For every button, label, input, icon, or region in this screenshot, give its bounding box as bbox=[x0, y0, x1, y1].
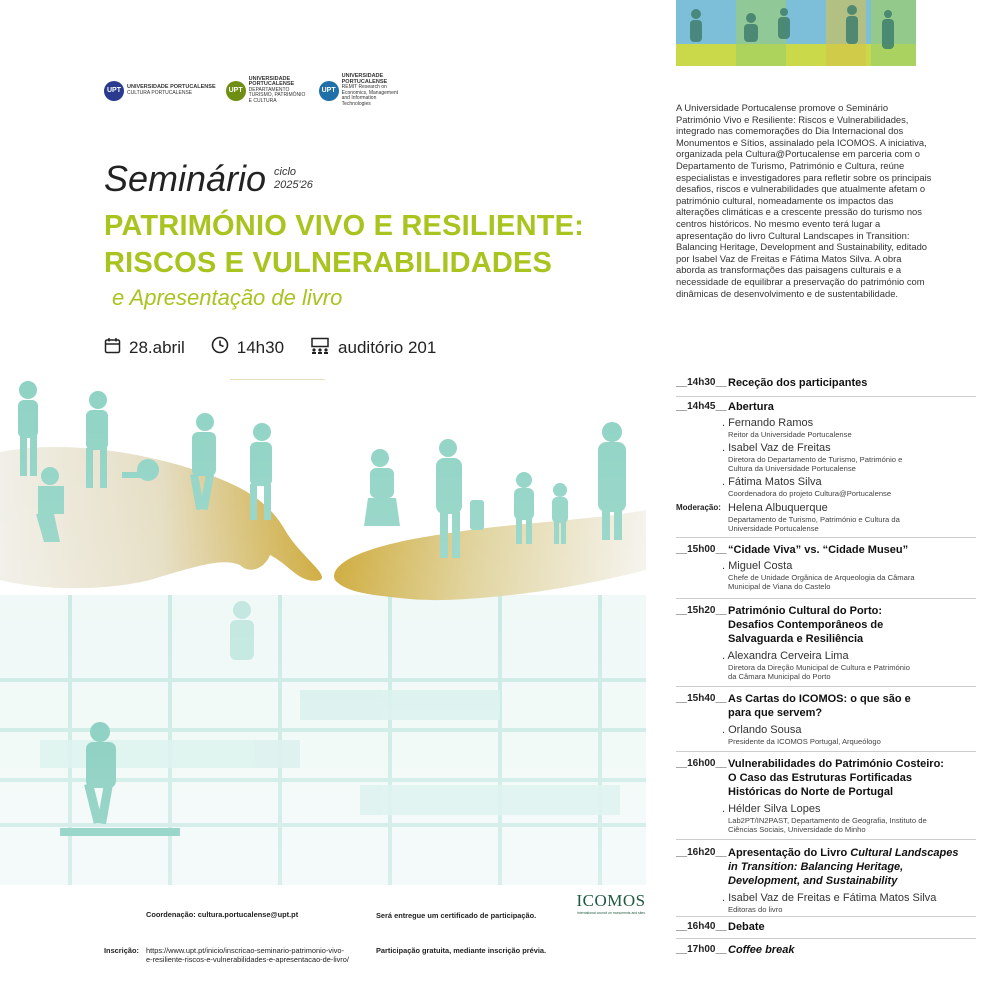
separator bbox=[676, 916, 976, 917]
speaker-role: Diretora do Departamento de Turismo, Património e bbox=[728, 455, 903, 464]
separator bbox=[676, 938, 976, 939]
hands-people-illustration bbox=[0, 380, 646, 885]
icomos-tagline: International council on monuments and sites bbox=[576, 911, 646, 915]
icomos-wordmark: ICOMOS bbox=[576, 891, 646, 910]
speaker-role: Lab2PT/IN2PAST, Departamento de Geografia, Instituto de bbox=[728, 816, 927, 825]
slot-title: “Cidade Viva” vs. “Cidade Museu” bbox=[728, 544, 909, 556]
slot-title bbox=[728, 757, 944, 799]
speaker-name: . Orlando Sousa bbox=[722, 724, 802, 736]
intro-paragraph: A Universidade Portucalense promove o Seminário Património Vivo e Resiliente: Riscos e Vulnerabilidades, integrado nas comemorações do Dia Internacional dos Monumentos e Sítios, assinalado pela ICOMOS. A iniciativa, organizada pela Cultura@Portucalense em parceria com o Departamento de Turismo, Património e Cultura, reúne especialistas e investigadores para refletir sobre os principais desafios, riscos e vulnerabilidades que atualmente afetam o património cultural, nomeadamente os impactos das alterações climáticas e a crescente pressão do turismo nos centros históricos. No mesmo evento terá lugar a apresentação do livro Cultural Landscapes in Transition: Balancing Heritage, Development and Sustainability, editado por Isabel Vaz de Freitas e Fátima Matos Silva. A obra aborda as transformações das paisagens culturais e a necessidade de equilibrar a preservação do património com dinâmicas de desenvolvimento e de sustentabilidade. bbox=[676, 102, 932, 299]
speaker-role: Diretora da Direção Municipal de Cultura e Património bbox=[728, 663, 910, 672]
partner-logos bbox=[104, 74, 406, 107]
logo-name: UNIVERSIDADE PORTUCALENSE bbox=[248, 75, 295, 88]
separator bbox=[676, 598, 976, 599]
logo-sub: REMIT Research on Economics, Management and Information Technologies bbox=[341, 84, 399, 107]
slot-time: __15h00__ bbox=[676, 544, 727, 555]
coordination-email: Coordenação: cultura.portucalense@upt.pt bbox=[146, 910, 299, 919]
speaker-role: Municipal de Viana do Castelo bbox=[728, 582, 831, 591]
event-date: 28.abril bbox=[129, 337, 185, 357]
speaker-role: Editoras do livro bbox=[728, 905, 783, 914]
moderation-label: Moderação: bbox=[676, 503, 721, 512]
slot-time: __14h45__ bbox=[676, 401, 727, 412]
slot-title-line: Vulnerabilidades do Património Costeiro: bbox=[728, 758, 944, 770]
clock-icon bbox=[211, 336, 229, 359]
slot-time: __17h00__ bbox=[676, 944, 727, 955]
slot-title: Coffee break bbox=[728, 944, 795, 956]
book-title: Cultural Landscapes bbox=[850, 847, 959, 859]
coordination-contact bbox=[146, 910, 298, 919]
free-participation-note bbox=[376, 946, 546, 955]
speaker-role: Presidente da ICOMOS Portugal, Arqueólogo bbox=[728, 737, 881, 746]
speaker-name: . Hélder Silva Lopes bbox=[722, 803, 821, 815]
auditorium-icon bbox=[310, 337, 330, 359]
title-line-1: PATRIMÓNIO VIVO E RESILIENTE: bbox=[104, 210, 585, 242]
slot-title-line: Desafios Contemporâneos de bbox=[728, 619, 884, 631]
separator bbox=[676, 839, 976, 840]
separator bbox=[676, 686, 976, 687]
slot-title: Abertura bbox=[728, 401, 774, 413]
logo-remit bbox=[319, 74, 406, 107]
speaker-role: Reitor da Universidade Portucalense bbox=[728, 430, 852, 439]
speaker-name: . Miguel Costa bbox=[722, 560, 793, 572]
certificate-text: Será entregue um certificado de participação. bbox=[376, 911, 537, 920]
logo-name: UNIVERSIDADE PORTUCALENSE bbox=[127, 84, 216, 90]
speaker-role: Cultura da Universidade Portucalense bbox=[728, 464, 856, 473]
registration-url-line[interactable]: https://www.upt.pt/inicio/inscricao-seminario-patrimonio-vivo- bbox=[146, 946, 344, 955]
logo-cultura-portucalense bbox=[104, 81, 216, 101]
book-title: Development, and Sustainability bbox=[728, 875, 898, 887]
registration-label-text: Inscrição: bbox=[104, 946, 139, 955]
moderator-role: Departamento de Turismo, Património e Cultura da bbox=[728, 515, 900, 524]
slot-title-line: Património Cultural do Porto: bbox=[728, 605, 882, 617]
slot-time: __14h30__ bbox=[676, 377, 727, 388]
slot-time: __16h00__ bbox=[676, 758, 727, 769]
slot-title bbox=[728, 604, 883, 646]
speaker-role: Ciências Sociais, Universidade do Minho bbox=[728, 825, 866, 834]
registration-url-line[interactable]: e-resiliente-riscos-e-vulnerabilidades-e-apresentacao-de-livro/ bbox=[146, 955, 349, 964]
upt-logo-badge: UPT bbox=[104, 81, 124, 101]
slot-time: __16h40__ bbox=[676, 921, 727, 932]
speaker-role: Chefe de Unidade Orgânica de Arqueologia da Câmara bbox=[728, 573, 915, 582]
ciclo-label bbox=[274, 166, 313, 192]
slot-time: __15h40__ bbox=[676, 693, 727, 704]
moderator-name: Helena Albuquerque bbox=[728, 502, 828, 514]
speaker-role: Coordenadora do projeto Cultura@Portucalense bbox=[728, 489, 892, 498]
slot-title-line: O Caso das Estruturas Fortificadas bbox=[728, 772, 912, 784]
title-line-2: RISCOS E VULNERABILIDADES bbox=[104, 247, 553, 279]
slot-title bbox=[728, 692, 911, 720]
slot-title bbox=[728, 846, 958, 888]
slot-time: __15h20__ bbox=[676, 605, 727, 616]
speaker-name: . Alexandra Cerveira Lima bbox=[722, 650, 849, 662]
subtitle: e Apresentação de livro bbox=[112, 285, 343, 310]
speaker-name: . Isabel Vaz de Freitas bbox=[722, 442, 831, 454]
moderator-role: Universidade Portucalense bbox=[728, 524, 819, 533]
separator bbox=[676, 751, 976, 752]
slot-time: __16h20__ bbox=[676, 847, 727, 858]
calendar-icon bbox=[104, 337, 121, 359]
logo-sub: CULTURA PORTUCALENSE bbox=[127, 89, 193, 96]
certificate-note bbox=[376, 911, 536, 920]
logo-departamento-turismo bbox=[226, 77, 309, 105]
free-participation-text: Participação gratuita, mediante inscrição prévia. bbox=[376, 946, 547, 955]
event-place: auditório 201 bbox=[338, 337, 437, 357]
slot-title: Debate bbox=[728, 921, 765, 933]
event-details bbox=[104, 336, 462, 359]
slot-title: Receção dos participantes bbox=[728, 377, 868, 389]
header-banner-image bbox=[676, 0, 916, 66]
separator bbox=[676, 396, 976, 397]
slot-title-line: As Cartas do ICOMOS: o que são e bbox=[728, 693, 911, 705]
logo-name: UNIVERSIDADE PORTUCALENSE bbox=[341, 73, 388, 85]
ciclo-year: 2025'26 bbox=[274, 179, 313, 191]
slot-title-line: Apresentação do Livro bbox=[728, 847, 851, 859]
seminario-heading: Seminário bbox=[104, 158, 267, 199]
book-title: in Transition: Balancing Heritage, bbox=[728, 861, 904, 873]
upt-logo-badge: UPT bbox=[226, 81, 246, 101]
slot-title-line: Salvaguarda e Resiliência bbox=[728, 633, 864, 645]
speaker-name: . Fátima Matos Silva bbox=[722, 476, 822, 488]
event-time: 14h30 bbox=[236, 337, 285, 357]
logo-sub: DEPARTAMENTO TURISMO, PATRIMÓNIO E CULTURA bbox=[248, 86, 306, 104]
separator bbox=[676, 537, 976, 538]
slot-title-line: Históricas do Norte de Portugal bbox=[728, 786, 894, 798]
upt-logo-badge: UPT bbox=[319, 81, 339, 101]
speaker-role: da Câmara Municipal do Porto bbox=[728, 672, 831, 681]
speaker-name: . Isabel Vaz de Freitas e Fátima Matos Silva bbox=[722, 892, 937, 904]
registration-link[interactable] bbox=[146, 946, 349, 964]
speaker-name: . Fernando Ramos bbox=[722, 417, 814, 429]
ciclo-word: ciclo bbox=[274, 166, 297, 178]
slot-title-line: para que servem? bbox=[728, 707, 823, 719]
icomos-logo bbox=[574, 891, 648, 915]
registration-label bbox=[104, 946, 139, 955]
